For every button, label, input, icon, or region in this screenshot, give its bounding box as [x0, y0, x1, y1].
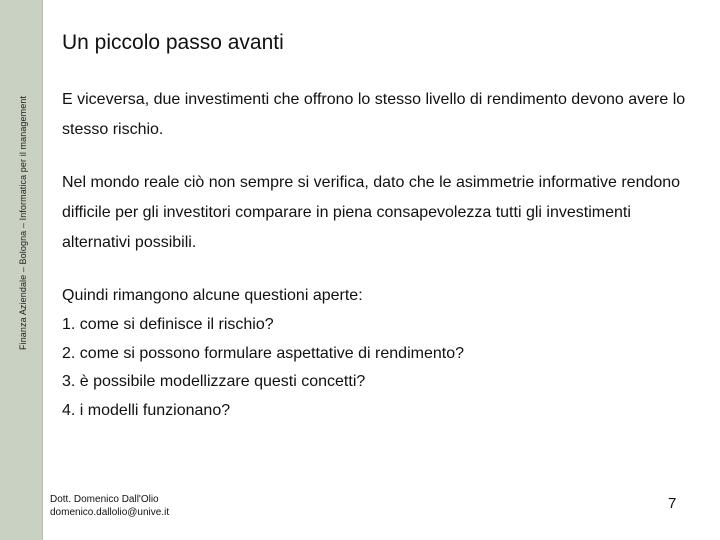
footer-author: Dott. Domenico Dall'Olio	[50, 494, 159, 505]
side-band	[0, 0, 43, 540]
slide-title: Un piccolo passo avanti	[62, 31, 284, 54]
list-item: 3. è possibile modellizzare questi concetti?	[62, 373, 366, 390]
side-caption: Finanza Aziendale – Bologna – Informatica per il management	[18, 95, 28, 350]
footer-email: domenico.dallolio@unive.it	[50, 507, 170, 518]
paragraph-1: E viceversa, due investimenti che offrono lo stesso livello di rendimento devono avere lo stesso rischio.	[62, 91, 686, 138]
page-number: 7	[668, 495, 677, 512]
list-item: 1. come si definisce il rischio?	[62, 316, 274, 333]
paragraph-2: Nel mondo reale ciò non sempre si verifica, dato che le asimmetrie informative rendono difficile per gli investitori comparare in piena consapevolezza tutti gli investimenti alternativi possibili.	[62, 174, 681, 251]
paragraph-3: Quindi rimangono alcune questioni aperte:	[62, 287, 363, 304]
questions-list	[62, 311, 464, 425]
list-item: 2. come si possono formulare aspettative di rendimento?	[62, 344, 464, 362]
list-item: 4. i modelli funzionano?	[62, 401, 231, 419]
